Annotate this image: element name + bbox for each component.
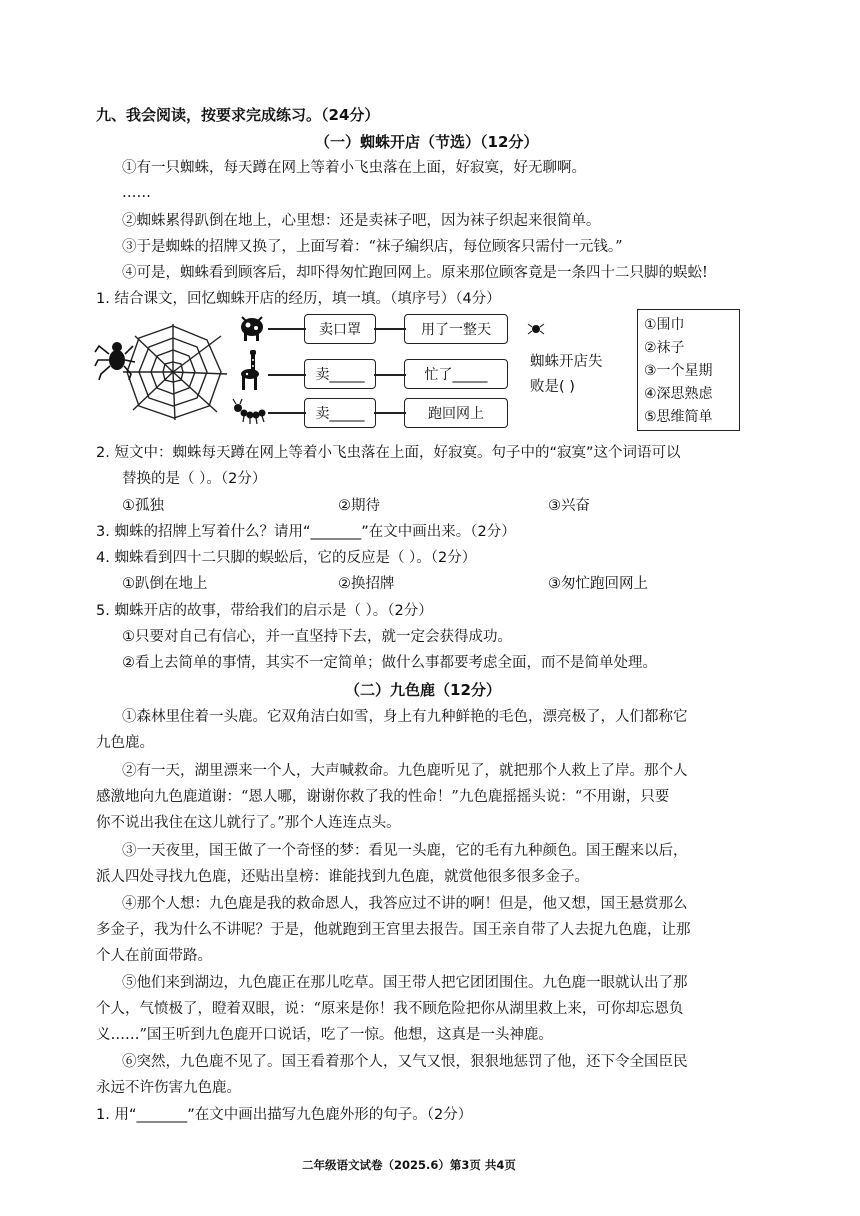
part2-line-13: 义……”国王听到九色鹿开口说话，吃了一惊。他想，这真是一头神鹿。 [96,1027,553,1043]
part2-line-11: ⑤他们来到湖边，九色鹿正在那儿吃草。国王带人把它团团围住。九色鹿一眼就认出了那 [122,975,688,991]
cow-icon [236,311,268,343]
part2-question-1: 1. 用“_______”在文中画出描写九色鹿外形的句子。（2分） [96,1107,473,1123]
giraffe-icon [236,348,268,392]
q5-option-1: ①只要对自己有信心，并一直坚持下去，就一定会获得成功。 [122,629,512,645]
part2-line-4: 感激地向九色鹿道谢：“恩人哪，谢谢你救了我的性命！”九色鹿摇摇头说：“不用谢，只要 [96,789,670,805]
row-2-connector-right [374,374,406,376]
q4-option-3: ③匆忙跑回网上 [548,576,648,592]
part1-question-2-line-2: 替换的是（ ）。（2分） [122,471,267,487]
part1-paragraph-3: ③于是蜘蛛的招牌又换了，上面写着：“袜子编织店，每位顾客只需付一元钱。” [122,239,623,255]
part1-question-4: 4. 蜘蛛看到四十二只脚的蜈蚣后，它的反应是（ ）。（2分） [96,550,477,566]
part2-line-7: 派人四处寻找九色鹿，还贴出皇榜：谁能找到九色鹿，就赏他很多很多金子。 [96,869,589,885]
part2-line-2: 九色鹿。 [96,735,154,751]
row-1-connector-right [374,328,406,330]
part2-line-8: ④那个人想：九色鹿是我的救命恩人，我答应过不讲的啊！但是，他又想，国王悬赏那么 [122,896,688,912]
centipede-icon [232,398,268,426]
part1-question-2-line-1: 2. 短文中：蜘蛛每天蹲在网上等着小飞虫落在上面，好寂寞。句子中的“寂寞”这个词语可以 [96,445,681,461]
q2-option-1: ①孤独 [122,498,164,514]
part2-line-15: 永远不许伤害九色鹿。 [96,1080,241,1096]
spider-web-icon [95,322,230,422]
part2-line-3: ②有一天，湖里漂来一个人，大声喊救命。九色鹿听见了，就把那个人救上了岸。那个人 [122,763,688,779]
diagram-option-5: ⑤思维简单 [644,409,713,425]
diagram-options-box [637,309,740,431]
part2-line-10: 个人在前面带路。 [96,948,212,964]
row-2-action-box: 卖_____ [304,359,376,389]
part1-title: （一）蜘蛛开店（节选）（12分） [315,133,539,151]
row-2-result-box: 忙了_____ [404,359,508,389]
diagram-option-2: ②袜子 [644,340,685,356]
part1-paragraph-1: ①有一只蜘蛛，每天蹲在网上等着小飞虫落在上面，好寂寞，好无聊啊。 [122,160,586,176]
part1-question-3: 3. 蜘蛛的招牌上写着什么？请用“_______”在文中画出来。（2分） [96,524,516,540]
q2-option-2: ②期待 [338,498,380,514]
diagram-option-3: ③一个星期 [644,363,713,379]
row-1-action-box: 卖口罩 [304,314,376,344]
part2-line-6: ③一天夜里，国王做了一个奇怪的梦：看见一头鹿，它的毛有九种颜色。国王醒来以后， [122,843,688,859]
diagram-option-1: ①围巾 [644,317,685,333]
diagram-result-line-1: 蜘蛛开店失 [530,354,603,370]
part2-line-9: 多金子，我为什么不讲呢？于是，他就跑到王宫里去报告。国王亲自带了人去捉九色鹿，让那 [96,922,691,938]
q4-option-2: ②换招牌 [338,576,395,592]
part1-paragraph-4: ④可是，蜘蛛看到顾客后，却吓得匆忙跑回网上。原来那位顾客竟是一条四十二只脚的蜈蚣! [122,265,708,281]
row-3-result-box: 跑回网上 [404,398,508,428]
row-3-connector-right [374,412,406,414]
part2-title: （二）九色鹿（12分） [345,681,501,699]
part2-line-14: ⑥突然，九色鹿不见了。国王看着那个人，又气又恨，狠狠地惩罚了他，还下令全国臣民 [122,1054,688,1070]
row-3-connector-left [268,412,306,414]
row-1-result-box: 用了一整天 [404,314,508,344]
row-3-action-box: 卖_____ [304,398,376,428]
diagram-result-line-2: 败是( ) [530,379,575,395]
part1-question-1: 1. 结合课文，回忆蜘蛛开店的经历，填一填。（填序号）（4分） [96,291,501,307]
part1-paragraph-2: ②蜘蛛累得趴倒在地上，心里想：还是卖袜子吧，因为袜子织起来很简单。 [122,213,601,229]
section-title: 九、我会阅读，按要求完成练习。（24分） [96,106,380,124]
part2-line-1: ①森林里住着一头鹿。它双角洁白如雪，身上有九种鲜艳的毛色，漂亮极了，人们都称它 [122,709,688,725]
q2-option-3: ③兴奋 [548,498,590,514]
part2-line-5: 你不说出我住在这儿就行了。”那个人连连点头。 [96,815,401,831]
q5-option-2: ②看上去简单的事情，其实不一定简单；做什么事都要考虑全面，而不是简单处理。 [122,655,657,671]
row-2-connector-left [268,374,306,376]
part1-question-5: 5. 蜘蛛开店的故事，带给我们的启示是（ ）。（2分） [96,603,433,619]
row-1-connector-left [268,328,306,330]
part2-line-12: 个人，气愤极了，瞪着双眼，说：“原来是你！我不顾危险把你从湖里救上来，可你却忘恩负 [96,1001,684,1017]
part1-ellipsis: …… [122,185,151,201]
small-spider-icon [528,322,544,336]
diagram-option-4: ④深思熟虑 [644,386,713,402]
page-footer: 二年级语文试卷（2025.6）第3页 共4页 [302,1158,516,1172]
q4-option-1: ①趴倒在地上 [122,576,208,592]
